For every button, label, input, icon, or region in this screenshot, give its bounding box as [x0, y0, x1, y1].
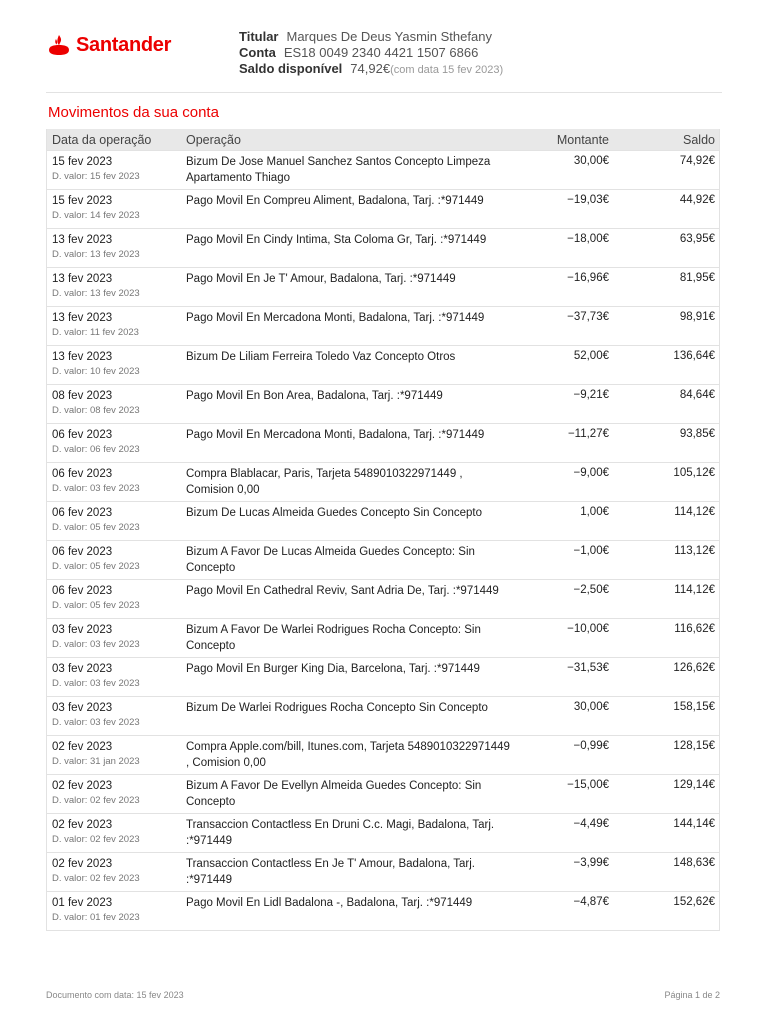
date-cell	[47, 619, 181, 657]
value-date: D. valor: 03 fev 2023	[52, 678, 140, 689]
operation-description: Compra Blablacar, Paris, Tarjeta 5489010322971449 , Comision 0,00	[186, 468, 463, 496]
table-row	[47, 735, 719, 774]
operation-cell	[181, 307, 511, 345]
operation-cell	[181, 463, 511, 501]
value-date: D. valor: 31 jan 2023	[52, 756, 140, 767]
balance-cell: 98,91€	[679, 311, 715, 323]
date-cell	[47, 541, 181, 579]
operation-description: Bizum De Warlei Rodrigues Rocha Concepto Sin Concepto	[186, 702, 488, 714]
balance-cell: 44,92€	[679, 194, 715, 206]
operation-date: 06 fev 2023	[52, 546, 113, 558]
operation-description: Bizum A Favor De Lucas Almeida Guedes Concepto: Sin Concepto	[186, 546, 475, 574]
amount-cell: −0,99€	[573, 740, 609, 752]
operation-cell	[181, 268, 511, 306]
date-cell	[47, 775, 181, 813]
holder-label: Titular	[239, 29, 279, 44]
table-body	[47, 150, 719, 930]
balance-cell: 93,85€	[679, 428, 715, 440]
date-cell	[47, 346, 181, 384]
date-cell	[47, 229, 181, 267]
table-row	[47, 189, 719, 228]
document-date: Documento com data: 15 fev 2023	[46, 990, 184, 1000]
date-cell	[47, 814, 181, 852]
balance-label: Saldo disponível	[239, 61, 343, 76]
balance-cell: 105,12€	[673, 467, 715, 479]
table-row	[47, 228, 719, 267]
amount-cell: −31,53€	[567, 662, 609, 674]
operation-description: Pago Movil En Cindy Intima, Sta Coloma Gr, Tarj. :*971449	[186, 234, 487, 246]
operation-cell	[181, 385, 511, 423]
value-date: D. valor: 03 fev 2023	[52, 717, 140, 728]
operation-description: Pago Movil En Je T' Amour, Badalona, Tarj. :*971449	[186, 273, 456, 285]
balance-cell: 74,92€	[679, 155, 715, 167]
operation-description: Compra Apple.com/bill, Itunes.com, Tarjeta 5489010322971449 , Comision 0,00	[186, 741, 510, 769]
operation-description: Pago Movil En Cathedral Reviv, Sant Adria De, Tarj. :*971449	[186, 585, 499, 597]
date-cell	[47, 385, 181, 423]
operation-cell	[181, 697, 511, 735]
operation-description: Transaccion Contactless En Je T' Amour, Badalona, Tarj. :*971449	[186, 858, 475, 886]
date-cell	[47, 697, 181, 735]
value-date: D. valor: 06 fev 2023	[52, 444, 140, 455]
table-row	[47, 423, 719, 462]
operation-date: 01 fev 2023	[52, 897, 113, 909]
date-cell	[47, 853, 181, 891]
value-date: D. valor: 05 fev 2023	[52, 522, 140, 533]
account-label: Conta	[239, 45, 276, 60]
amount-cell: −1,00€	[573, 545, 609, 557]
value-date: D. valor: 11 fev 2023	[52, 327, 139, 338]
table-row	[47, 657, 719, 696]
operation-description: Bizum De Liliam Ferreira Toledo Vaz Concepto Otros	[186, 351, 456, 363]
operation-date: 02 fev 2023	[52, 780, 113, 792]
balance-date: (com data 15 fev 2023)	[390, 64, 504, 76]
operation-date: 06 fev 2023	[52, 507, 113, 519]
operation-cell	[181, 853, 511, 891]
operation-date: 13 fev 2023	[52, 234, 113, 246]
operation-date: 03 fev 2023	[52, 624, 113, 636]
operation-date: 13 fev 2023	[52, 312, 113, 324]
operation-cell	[181, 541, 511, 579]
column-header-date: Data da operação	[52, 132, 152, 147]
section-title: Movimentos da sua conta	[48, 104, 219, 121]
operation-description: Pago Movil En Bon Area, Badalona, Tarj. :*971449	[186, 390, 443, 402]
account-number: ES18 0049 2340 4421 1507 6866	[283, 45, 479, 60]
account-summary	[239, 29, 503, 78]
operation-description: Bizum De Lucas Almeida Guedes Concepto Sin Concepto	[186, 507, 482, 519]
balance-cell: 144,14€	[673, 818, 715, 830]
operation-description: Pago Movil En Lidl Badalona -, Badalona, Tarj. :*971449	[186, 897, 473, 909]
date-cell	[47, 502, 181, 540]
operation-date: 15 fev 2023	[52, 195, 113, 207]
value-date: D. valor: 05 fev 2023	[52, 600, 140, 611]
amount-cell: −4,49€	[573, 818, 609, 830]
balance-cell: 128,15€	[673, 740, 715, 752]
brand-name: Santander	[76, 33, 172, 56]
operation-description: Bizum A Favor De Evellyn Almeida Guedes Concepto: Sin Concepto	[186, 780, 482, 808]
amount-cell: −15,00€	[567, 779, 609, 791]
table-row	[47, 501, 719, 540]
flame-icon	[46, 32, 72, 58]
table-row	[47, 150, 719, 189]
operation-cell	[181, 892, 511, 930]
amount-cell: 30,00€	[573, 701, 609, 713]
balance-cell: 116,62€	[674, 623, 715, 635]
table-row	[47, 579, 719, 618]
column-header-operation: Operação	[186, 132, 241, 147]
operation-date: 02 fev 2023	[52, 858, 113, 870]
amount-cell: −3,99€	[573, 857, 609, 869]
statement-header	[46, 26, 722, 93]
operation-date: 02 fev 2023	[52, 819, 113, 831]
operation-date: 08 fev 2023	[52, 390, 113, 402]
balance-cell: 136,64€	[673, 350, 715, 362]
value-date: D. valor: 13 fev 2023	[52, 288, 140, 299]
operation-description: Pago Movil En Compreu Aliment, Badalona, Tarj. :*971449	[186, 195, 484, 207]
operation-cell	[181, 502, 511, 540]
table-row	[47, 852, 719, 891]
table-row	[47, 306, 719, 345]
santander-logo	[46, 32, 171, 58]
table-row	[47, 891, 719, 930]
operation-cell	[181, 190, 511, 228]
amount-cell: 30,00€	[573, 155, 609, 167]
table-row	[47, 813, 719, 852]
balance-cell: 84,64€	[679, 389, 715, 401]
date-cell	[47, 190, 181, 228]
balance-cell: 114,12€	[674, 506, 715, 518]
operation-description: Pago Movil En Burger King Dia, Barcelona, Tarj. :*971449	[186, 663, 480, 675]
operation-cell	[181, 151, 511, 189]
operation-cell	[181, 580, 511, 618]
value-date: D. valor: 05 fev 2023	[52, 561, 140, 572]
operation-date: 13 fev 2023	[52, 351, 113, 363]
value-date: D. valor: 03 fev 2023	[52, 483, 140, 494]
operation-date: 15 fev 2023	[52, 156, 113, 168]
operation-description: Bizum A Favor De Warlei Rodrigues Rocha Concepto: Sin Concepto	[186, 624, 481, 652]
table-row	[47, 540, 719, 579]
amount-cell: −16,96€	[567, 272, 609, 284]
date-cell	[47, 658, 181, 696]
value-date: D. valor: 02 fev 2023	[52, 834, 140, 845]
table-row	[47, 345, 719, 384]
column-header-amount: Montante	[556, 132, 609, 147]
value-date: D. valor: 14 fev 2023	[52, 210, 140, 221]
balance-cell: 152,62€	[673, 896, 715, 908]
balance-cell: 148,63€	[673, 857, 715, 869]
holder-name: Marques De Deus Yasmin Sthefany	[286, 29, 492, 44]
operation-date: 06 fev 2023	[52, 429, 113, 441]
balance-cell: 63,95€	[679, 233, 715, 245]
balance-cell: 81,95€	[679, 272, 715, 284]
amount-cell: −9,00€	[573, 467, 609, 479]
movements-table	[46, 129, 720, 931]
operation-cell	[181, 229, 511, 267]
operation-description: Pago Movil En Mercadona Monti, Badalona, Tarj. :*971449	[186, 312, 485, 324]
page-number: Página 1 de 2	[664, 990, 720, 1000]
operation-cell	[181, 619, 511, 657]
amount-cell: 1,00€	[580, 506, 609, 518]
date-cell	[47, 424, 181, 462]
amount-cell: −19,03€	[567, 194, 609, 206]
operation-date: 06 fev 2023	[52, 585, 113, 597]
operation-date: 03 fev 2023	[52, 663, 113, 675]
date-cell	[47, 268, 181, 306]
operation-cell	[181, 736, 511, 774]
date-cell	[47, 580, 181, 618]
column-header-balance: Saldo	[683, 132, 715, 147]
amount-cell: −37,73€	[567, 311, 609, 323]
table-row	[47, 618, 719, 657]
operation-cell	[181, 775, 511, 813]
available-balance: 74,92€	[350, 61, 391, 76]
table-row	[47, 384, 719, 423]
value-date: D. valor: 10 fev 2023	[52, 366, 140, 377]
operation-cell	[181, 814, 511, 852]
operation-cell	[181, 658, 511, 696]
date-cell	[47, 892, 181, 930]
operation-cell	[181, 424, 511, 462]
amount-cell: −18,00€	[567, 233, 609, 245]
value-date: D. valor: 02 fev 2023	[52, 795, 140, 806]
balance-cell: 126,62€	[673, 662, 715, 674]
date-cell	[47, 736, 181, 774]
operation-cell	[181, 346, 511, 384]
amount-cell: −9,21€	[573, 389, 609, 401]
date-cell	[47, 307, 181, 345]
table-header	[47, 129, 719, 150]
value-date: D. valor: 13 fev 2023	[52, 249, 140, 260]
table-row	[47, 267, 719, 306]
table-row	[47, 696, 719, 735]
operation-description: Bizum De Jose Manuel Sanchez Santos Concepto Limpeza Apartamento Thiago	[186, 156, 491, 184]
amount-cell: −2,50€	[573, 584, 609, 596]
value-date: D. valor: 02 fev 2023	[52, 873, 140, 884]
operation-date: 02 fev 2023	[52, 741, 113, 753]
value-date: D. valor: 01 fev 2023	[52, 912, 140, 923]
table-row	[47, 462, 719, 501]
amount-cell: −10,00€	[567, 623, 609, 635]
balance-cell: 114,12€	[674, 584, 715, 596]
balance-cell: 129,14€	[673, 779, 715, 791]
balance-cell: 113,12€	[674, 545, 715, 557]
operation-description: Transaccion Contactless En Druni C.c. Magi, Badalona, Tarj. :*971449	[186, 819, 495, 847]
date-cell	[47, 151, 181, 189]
amount-cell: −11,27€	[567, 428, 609, 440]
operation-date: 13 fev 2023	[52, 273, 113, 285]
operation-date: 06 fev 2023	[52, 468, 113, 480]
operation-description: Pago Movil En Mercadona Monti, Badalona, Tarj. :*971449	[186, 429, 485, 441]
date-cell	[47, 463, 181, 501]
value-date: D. valor: 03 fev 2023	[52, 639, 140, 650]
amount-cell: −4,87€	[573, 896, 609, 908]
amount-cell: 52,00€	[573, 350, 609, 362]
operation-date: 03 fev 2023	[52, 702, 113, 714]
value-date: D. valor: 08 fev 2023	[52, 405, 140, 416]
value-date: D. valor: 15 fev 2023	[52, 171, 140, 182]
balance-cell: 158,15€	[673, 701, 715, 713]
table-row	[47, 774, 719, 813]
